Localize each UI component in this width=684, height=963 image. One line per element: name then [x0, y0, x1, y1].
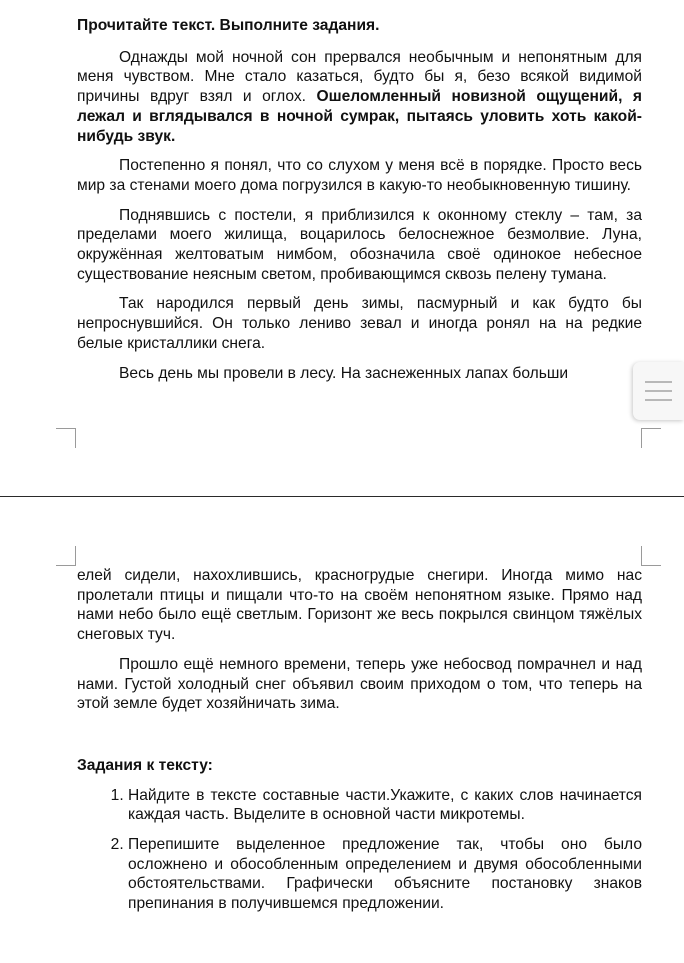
floating-menu-button[interactable]	[633, 362, 684, 420]
tasks-list	[77, 786, 642, 914]
hamburger-menu-icon-line	[645, 390, 672, 392]
tasks-title: Задания к тексту:	[77, 756, 213, 774]
task-item: 2. Перепишите выделенное предложение так, чтобы оно было осложнено и обособленным определением и двумя обособленными обстоятельствами. Графически объясните постановку знаков препинания в получившемся предложении.	[128, 835, 642, 914]
page-corner-top-right-mark	[641, 546, 661, 566]
hamburger-menu-icon-line	[645, 381, 672, 383]
paragraph-1	[77, 48, 642, 147]
highlighted-sentence: Ошеломленный новизной ощущений, я лежал и вглядывался в ночной сумрак, пытаясь уловить хоть какой-нибудь звук.	[77, 88, 642, 145]
page-2-text	[77, 566, 642, 924]
paragraph-4: Так народился первый день зимы, пасмурный и как будто бы непроснувшийся. Он только лениво зевал и иногда ронял на на редкие белые кристаллики снега.	[77, 295, 642, 352]
task-item: 1. Найдите в тексте составные части.Укажите, с каких слов начинается каждая часть. Выделите в основной части микротемы.	[128, 786, 642, 825]
page-1-text	[77, 16, 642, 426]
page-corner-top-left-mark	[56, 546, 76, 566]
paragraph-6: Прошло ещё немного времени, теперь уже небосвод помрачнел и над нами. Густой холодный снег объявил своим приходом о том, что теперь на этой земле будет хозяйничать зима.	[77, 655, 642, 713]
paragraph-1-regular-text: Однажды мой ночной сон прервался необычным и непонятным для меня чувством. Мне стало казаться, будто бы я, безо всякой видимой причины вдруг взял и оглох.	[77, 48, 642, 106]
paragraph-5-end: елей сидели, нахохлившись, красногрудые снегири. Иногда мимо нас пролетали птицы и пищали что-то на своём непонятном языке. Прямо над нами небо было ещё светлым. Горизонт же весь покрылся свинцом тяжёлых снеговых туч.	[77, 567, 642, 644]
paragraph-5-start: Весь день мы провели в лесу. На заснеженных лапах больши	[119, 364, 569, 382]
hamburger-menu-icon-line	[645, 399, 672, 401]
document-page-2	[0, 497, 684, 963]
paragraph-2: Постепенно я понял, что со слухом у меня всё в порядке. Просто весь мир за стенами моего дома погрузился в какую-то необыкновенную тишину.	[77, 157, 642, 194]
page-corner-bottom-right-mark	[641, 428, 661, 448]
page-corner-bottom-left-mark	[56, 428, 76, 448]
paragraph-3: Поднявшись с постели, я приблизился к оконному стеклу – там, за пределами моего жилища, воцарилось белоснежное безмолвие. Луна, окружённая желтоватым нимбом, обозначила своё одинокое небесное существование неясным светом, пробивающимся сквозь пелену тумана.	[77, 206, 642, 283]
document-title: Прочитайте текст. Выполните задания.	[77, 17, 380, 34]
